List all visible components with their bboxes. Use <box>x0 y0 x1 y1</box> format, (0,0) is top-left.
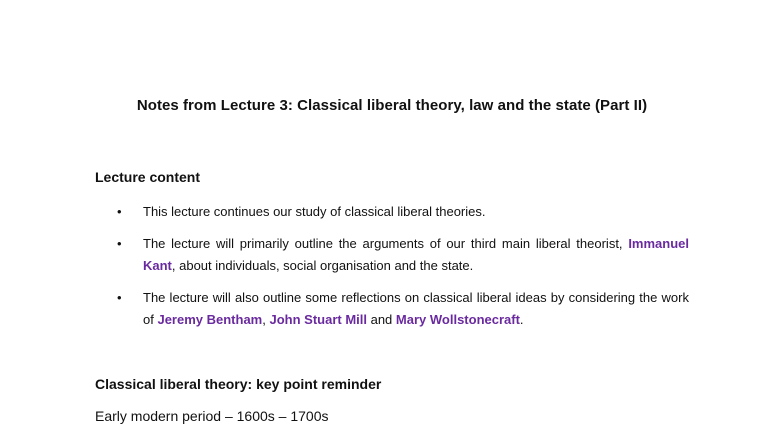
theorist-name-mill: John Stuart Mill <box>269 312 367 327</box>
list-item <box>117 287 689 331</box>
period-text: Early modern period – 1600s – 1700s <box>95 408 329 424</box>
bullet-icon: • <box>117 290 122 305</box>
reminder-heading: Classical liberal theory: key point reminder <box>95 376 382 392</box>
theorist-name-bentham: Jeremy Bentham <box>157 312 263 327</box>
theorist-name-wollstonecraft: Mary Wollstonecraft <box>395 312 520 327</box>
bullet-text: , about individuals, social organisation and the state. <box>171 258 474 273</box>
bullet-text: This lecture continues our study of classical liberal theories. <box>143 204 486 219</box>
lecture-content-heading: Lecture content <box>95 169 201 185</box>
separator-text: , <box>262 312 270 327</box>
page-title: Notes from Lecture 3: Classical liberal theory, law and the state (Part II) <box>136 97 648 114</box>
theorist-name-kant: Immanuel Kant <box>143 236 689 273</box>
bullet-icon: • <box>117 204 122 219</box>
list-item <box>117 233 689 277</box>
list-item <box>117 201 689 223</box>
bullet-text: The lecture will also outline some reflections on classical liberal ideas by considering the work of <box>143 290 689 327</box>
bullet-text: The lecture will primarily outline the arguments of our third main liberal theorist, <box>143 236 629 251</box>
lecture-content-list <box>117 201 689 341</box>
separator-text: . <box>519 312 524 327</box>
bullet-icon: • <box>117 236 122 251</box>
separator-text: and <box>366 312 396 327</box>
